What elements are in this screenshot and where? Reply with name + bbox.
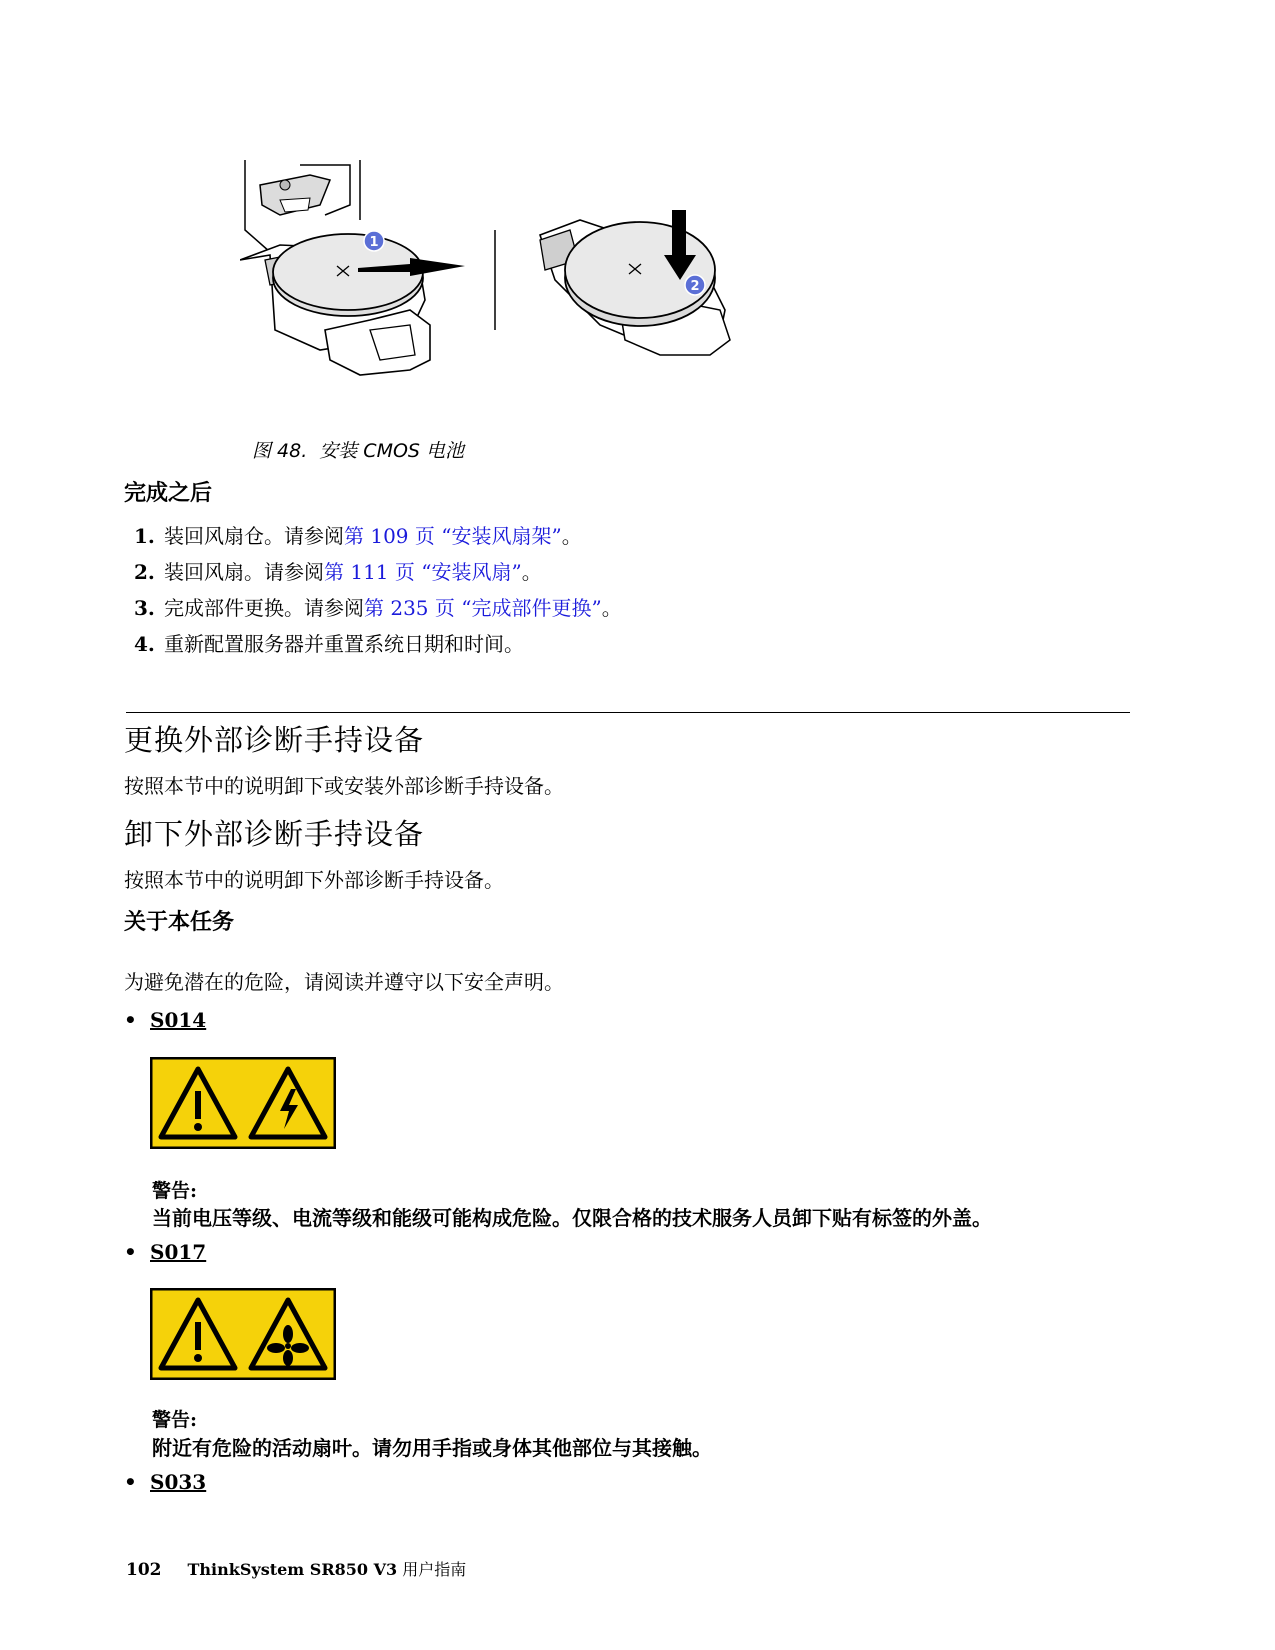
page-footer [126,1557,466,1580]
step-item: 1. 装回风扇仓。请参阅第 109 页 “安装风扇架”。 [134,524,582,548]
statement-s017: • S017 [124,1240,207,1264]
step-item: 3. 完成部件更换。请参阅第 235 页 “完成部件更换”。 [134,596,622,620]
link-install-fan[interactable]: 第 111 页 “安装风扇” [324,560,522,584]
link-complete-parts-replacement[interactable]: 第 235 页 “完成部件更换” [364,596,602,620]
warning-text: 附近有危险的活动扇叶。请勿用手指或身体其他部位与其接触。 [152,1436,712,1460]
doc-suffix: 用户指南 [402,1560,467,1579]
step-item: 2. 装回风扇。请参阅第 111 页 “安装风扇”。 [134,560,542,584]
section-title-remove: 卸下外部诊断手持设备 [124,817,425,851]
warning-text: 当前电压等级、电流等级和能级可能构成危险。仅限合格的技术服务人员卸下贴有标签的外盖。 [152,1206,992,1230]
section-desc-replace: 按照本节中的说明卸下或安装外部诊断手持设备。 [124,774,564,798]
warning-label: 警告: [152,1180,198,1202]
hazard-label-s017 [150,1288,336,1380]
caption-number: 图 48. [252,440,308,462]
doc-title: ThinkSystem SR850 V3 [187,1560,398,1579]
svg-text:2: 2 [690,279,700,294]
statement-code-link[interactable]: S033 [150,1470,207,1494]
statement-s033: • S033 [124,1470,207,1494]
section-desc-remove: 按照本节中的说明卸下外部诊断手持设备。 [124,868,504,892]
hazard-label-s014 [150,1057,336,1149]
caption-text: 安装 CMOS 电池 [319,440,465,462]
battery-holder-left [240,231,465,375]
after-heading: 完成之后 [124,481,213,506]
section-title-replace: 更换外部诊断手持设备 [124,723,425,757]
cmos-install-illustration [240,160,760,390]
about-intro: 为避免潜在的危险，请阅读并遵守以下安全声明。 [124,970,564,994]
cmos-battery-figure [240,160,760,390]
warning-label: 警告: [152,1409,198,1431]
page-number: 102 [126,1560,162,1580]
statement-s014: • S014 [124,1008,207,1032]
about-heading: 关于本任务 [124,910,235,935]
statement-code-link[interactable]: S017 [150,1240,207,1264]
link-install-fan-cage[interactable]: 第 109 页 “安装风扇架” [344,524,562,548]
svg-text:1: 1 [369,235,379,250]
statement-code-link[interactable]: S014 [150,1008,207,1032]
section-divider [126,712,1130,713]
after-steps-list [134,518,622,662]
step-item: 4. 重新配置服务器并重置系统日期和时间。 [134,632,524,656]
battery-holder-right [540,210,730,355]
figure-caption [252,436,476,463]
